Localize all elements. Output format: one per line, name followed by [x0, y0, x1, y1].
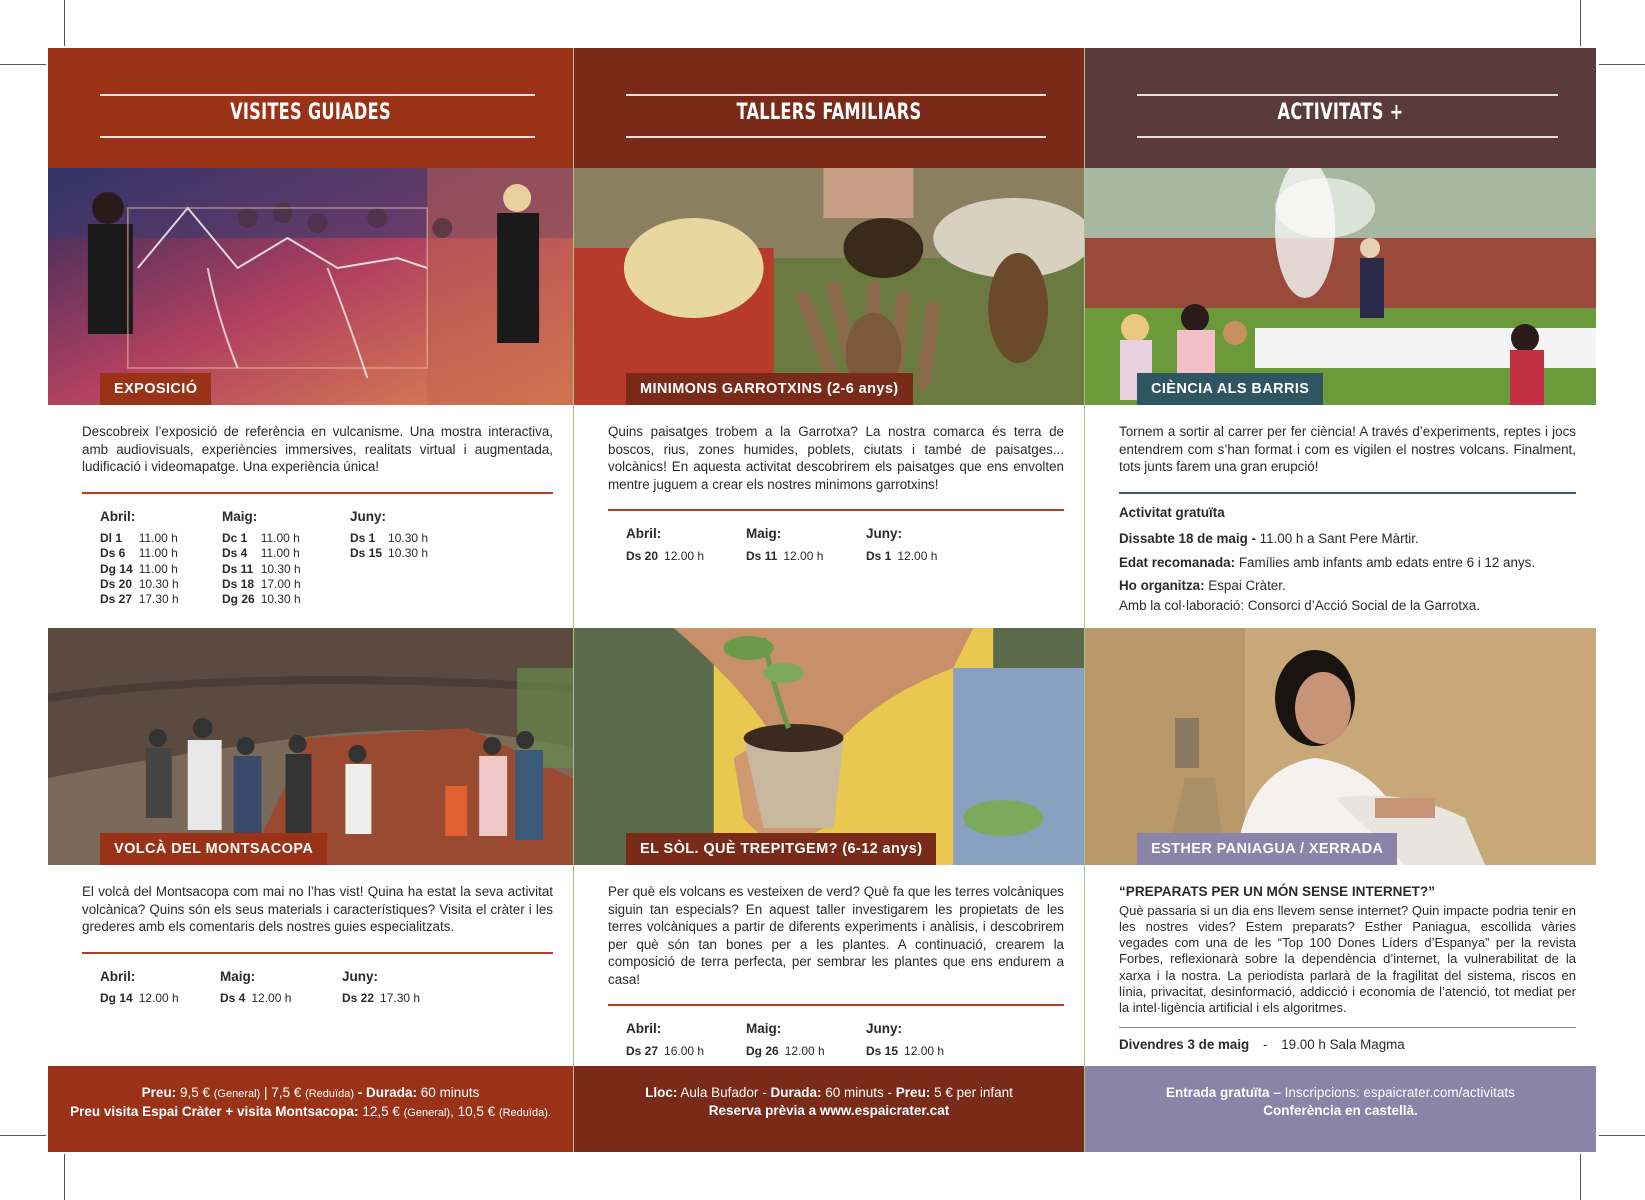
schedule-month	[626, 1020, 746, 1059]
footer-line-1	[48, 1084, 573, 1103]
month-label: Abril:	[100, 968, 136, 984]
schedule-day: Dg 26	[746, 1043, 779, 1058]
schedule-day: Ds 27	[626, 1043, 659, 1058]
schedule-row	[746, 1044, 825, 1059]
section-body	[48, 865, 573, 1006]
footer-line-2	[48, 1103, 573, 1122]
schedule-row	[866, 549, 937, 564]
footer-line-1	[1085, 1084, 1596, 1102]
section-body	[574, 865, 1084, 1059]
section-header	[574, 48, 1084, 168]
organizer-label: Ho organitza:	[1119, 578, 1205, 593]
price-value: 10,5 €	[457, 1104, 496, 1119]
crop-mark	[0, 1135, 46, 1136]
divider	[608, 1004, 1064, 1006]
speaker-portrait	[1085, 628, 1596, 865]
schedule-row	[220, 991, 291, 1006]
divider	[1119, 492, 1576, 494]
schedule-time: 12.00 h	[784, 1043, 825, 1058]
crop-mark	[64, 1154, 65, 1200]
schedule-time: 11.00 h	[260, 546, 300, 561]
description: Quins paisatges trobem a la Garrotxa? La nostra comarca és terra de boscos, rius, zones humides, poblets, ciutats i també de paisatges... volcànics! En aquesta activitat descobrirem els paisatges que ens envolten mentre juguem a crear els nostres minimons garrotxins!	[608, 424, 1064, 492]
schedule-time: 10.30 h	[260, 592, 301, 607]
photo-sol	[574, 628, 1084, 865]
footer-line-2	[574, 1102, 1084, 1120]
month-label: Maig:	[220, 968, 256, 984]
separator: -	[357, 1085, 363, 1100]
price-value: 7,5 €	[271, 1085, 302, 1100]
schedule	[100, 508, 553, 608]
schedule-row	[866, 1044, 944, 1059]
duration-value: 60 minuts	[420, 1085, 480, 1100]
location-label: Lloc:	[645, 1085, 678, 1100]
schedule-row	[222, 546, 301, 561]
planting-photo	[574, 628, 1084, 865]
footer-line-1	[574, 1084, 1084, 1102]
price-label: Preu:	[141, 1085, 177, 1100]
section-title: TALLERS FAMILIARS	[736, 100, 922, 125]
schedule	[626, 1020, 1064, 1059]
schedule-row	[222, 592, 301, 607]
schedule-day: Ds 11	[222, 561, 254, 576]
schedule-row	[626, 1044, 704, 1059]
schedule-day: Dg 26	[222, 592, 255, 607]
free-label	[1119, 504, 1576, 522]
schedule-row	[100, 531, 179, 546]
schedule-day: Dc 1	[222, 531, 248, 545]
photo-exposicio	[48, 168, 573, 405]
schedule-row	[350, 546, 428, 561]
schedule-time: 17.30 h	[138, 592, 179, 607]
schedule-time: 11.00 h	[138, 546, 178, 561]
crop-mark	[64, 0, 65, 46]
schedule-day: Ds 1	[350, 531, 376, 545]
section-body	[1085, 405, 1596, 628]
month-label: Juny:	[866, 1021, 903, 1036]
section-header	[1085, 48, 1596, 168]
description: El volcà del Montsacopa com mai no l’has vist! Quina ha estat la seva activitat volcànica? Quins són els seus materials i característiques? Visita el cràter i les grederes amb els comentaris dels nostres guies especialitzats.	[82, 884, 553, 934]
month-label: Maig:	[746, 526, 782, 541]
price-note: (Reduïda)	[305, 1088, 354, 1100]
talk-title: “PREPARATS PER UN MÓN SENSE INTERNET?”	[1119, 884, 1435, 899]
schedule-day: Ds 20	[626, 548, 659, 563]
divider	[82, 952, 553, 954]
schedule	[626, 525, 1064, 564]
schedule-day: Ds 22	[342, 991, 375, 1005]
when-value: 19.00 h Sala Magma	[1281, 1036, 1405, 1052]
organizer-value: Espai Cràter.	[1208, 578, 1286, 593]
schedule-day: Dl 1	[100, 531, 123, 545]
schedule-time: 17.30 h	[380, 991, 421, 1005]
crop-mark	[1599, 1135, 1645, 1136]
age-value: Famílies amb infants amb edats entre 6 i 12 anys.	[1238, 554, 1536, 570]
talk-when	[1119, 1036, 1576, 1054]
price-note: (General)	[403, 1107, 451, 1119]
schedule-row	[626, 549, 704, 564]
schedule-time: 11.00 h	[260, 531, 300, 545]
month-label: Juny:	[342, 968, 379, 984]
schedule-month	[220, 968, 342, 1007]
duration-label: Durada:	[366, 1085, 418, 1100]
volcano-hike-photo	[48, 628, 573, 865]
month-label: Abril:	[626, 1021, 662, 1036]
month-label: Maig:	[746, 1021, 782, 1036]
schedule-row	[222, 577, 301, 592]
schedule-row	[342, 991, 420, 1006]
schedule-row	[100, 562, 179, 577]
schedule-day: Ds 11	[746, 548, 778, 563]
photo-montsacopa	[48, 628, 573, 865]
month-label: Abril:	[100, 508, 136, 524]
schedule-row	[746, 549, 823, 564]
column-activitats	[1085, 48, 1596, 1152]
section-body	[48, 405, 573, 628]
description: Descobreix l’exposició de referència en vulcanisme. Una mostra interactiva, amb audiovisuals, experiències immersives, realitats virtual i augmentada, ludificació i videomapatge. Una experiència única!	[82, 424, 553, 474]
duration-label: Durada:	[770, 1085, 822, 1100]
description: Tornem a sortir al carrer per fer ciència! A través d’experiments, reptes i jocs entendrem com s’han format i com es vigilen el nostres volcans. Finalment, tots junts farem una gran erupció!	[1119, 424, 1576, 474]
header-rule	[100, 94, 535, 96]
language-note: Conferència en castellà.	[1263, 1103, 1418, 1118]
schedule-day: Dg 14	[100, 991, 133, 1005]
photo-tag: EXPOSICIÓ	[100, 373, 211, 405]
price-label: Preu:	[895, 1085, 931, 1100]
column-visites-guiades	[48, 48, 574, 1152]
age-label: Edat recomanada:	[1119, 554, 1236, 570]
month-label: Abril:	[626, 526, 662, 541]
section-title: VISITES GUIADES	[230, 100, 391, 125]
price-footer	[1085, 1066, 1596, 1152]
schedule-time: 10.30 h	[260, 561, 301, 576]
price-footer	[48, 1066, 573, 1152]
photo-esther	[1085, 628, 1596, 865]
separator: -	[762, 1085, 767, 1100]
month-label: Juny:	[350, 508, 387, 524]
exhibition-photo	[48, 168, 573, 405]
schedule-time: 12.00 h	[664, 548, 705, 563]
price-note: (General)	[213, 1088, 261, 1100]
schedule-time: 10.30 h	[388, 531, 429, 545]
section-title: ACTIVITATS +	[1277, 100, 1404, 125]
when-label: Divendres 3 de maig	[1119, 1036, 1250, 1052]
header-rule	[626, 94, 1046, 96]
schedule-row	[100, 546, 179, 561]
schedule-time: 16.00 h	[664, 1043, 705, 1058]
price-note: (Reduïda).	[498, 1107, 551, 1119]
location-value: Aula Bufador	[680, 1085, 759, 1100]
photo-tag: MINIMONS GARROTXINS (2-6 anys)	[626, 373, 913, 405]
event-collab: Amb la col·laboració: Consorci d’Acció Social de la Garrotxa.	[1119, 597, 1480, 613]
column-tallers-familiars	[574, 48, 1085, 1152]
price-value: 12,5 €	[362, 1104, 400, 1119]
section-body	[1085, 865, 1596, 1053]
header-rule	[1137, 136, 1558, 138]
schedule-month	[100, 508, 222, 608]
free-text: Activitat gratuïta	[1119, 504, 1225, 520]
schedule-time: 10.30 h	[138, 576, 179, 591]
crop-mark	[1580, 0, 1581, 46]
schedule-day: Ds 4	[220, 991, 246, 1005]
section-body	[574, 405, 1084, 628]
header-rule	[100, 136, 535, 138]
price-footer	[574, 1066, 1084, 1152]
schedule-month	[222, 508, 350, 608]
event-organizer	[1119, 577, 1576, 595]
schedule-month	[746, 1020, 866, 1059]
price-value: 9,5 €	[179, 1085, 210, 1100]
schedule-time: 11.00 h	[138, 531, 178, 545]
schedule-time: 12.00 h	[897, 548, 938, 563]
crop-mark	[0, 64, 46, 65]
schedule-day: Ds 4	[222, 546, 248, 561]
schedule-time: 12.00 h	[783, 548, 824, 563]
schedule-time: 12.00 h	[904, 1043, 945, 1058]
schedule-row	[350, 531, 428, 546]
photo-tag: CIÈNCIA ALS BARRIS	[1137, 373, 1323, 405]
schedule-row	[100, 592, 179, 607]
section-header	[48, 48, 573, 168]
crop-mark	[1580, 1154, 1581, 1200]
header-rule	[1137, 94, 1558, 96]
event-age	[1119, 554, 1576, 572]
photo-tag: EL SÒL. QUÈ TREPITGEM? (6-12 anys)	[626, 833, 936, 865]
schedule-row	[100, 991, 179, 1006]
schedule-time: 17.00 h	[260, 576, 301, 591]
schedule-row	[100, 577, 179, 592]
schedule-day: Ds 15	[866, 1043, 899, 1058]
separator: -	[1262, 1036, 1268, 1052]
schedule-row	[222, 562, 301, 577]
date-value: 11.00 h a Sant Pere Màrtir.	[1259, 531, 1419, 546]
schedule-month	[342, 968, 462, 1007]
header-rule	[626, 136, 1046, 138]
schedule-month	[866, 525, 986, 564]
schedule-time: 10.30 h	[388, 546, 429, 561]
description: Què passaria si un dia ens llevem sense internet? Quin impacte podria tenir en les nostres vides? Estem preparats? Esther Paniagua, escollida vàries vegades com una de les “Top 100 Dones Líders d’Espanya” per la revista Forbes, reflexionarà sobre la dependència d’internet, la vulnerabilitat de la xarxa i la nostra. La periodista parlarà de la fragilitat del sistema, riscos en línia, privacitat, desinformació, addicció i economia de l’atenció, tot mediat per la intel·ligència artificial i els algoritmes.	[1119, 902, 1576, 1016]
schedule-month	[866, 1020, 986, 1059]
combo-price-label: Preu visita Espai Cràter + visita Montsacopa:	[70, 1104, 359, 1119]
photo-tag: VOLCÀ DEL MONTSACOPA	[100, 833, 327, 865]
schedule-month	[350, 508, 470, 608]
craft-table-photo	[574, 168, 1084, 405]
schedule-time: 12.00 h	[138, 991, 179, 1005]
event-info	[1119, 504, 1576, 615]
schedule-day: Ds 20	[100, 576, 133, 591]
separator: |	[263, 1085, 268, 1100]
schedule-day: Dg 14	[100, 561, 133, 576]
street-science-photo	[1085, 168, 1596, 405]
schedule-row	[222, 531, 301, 546]
booking-info: Reserva prèvia a www.espaicrater.cat	[708, 1103, 950, 1118]
photo-ciencia	[1085, 168, 1596, 405]
schedule-day: Ds 15	[350, 546, 383, 561]
photo-tag: ESTHER PANIAGUA / XERRADA	[1137, 833, 1397, 865]
crop-mark	[1599, 64, 1645, 65]
brochure-sheet	[48, 48, 1596, 1152]
registration-info: Inscripcions: espaicrater.com/activitats	[1284, 1085, 1515, 1100]
footer-line-2	[1085, 1102, 1596, 1120]
photo-minimons	[574, 168, 1084, 405]
schedule-day: Ds 27	[100, 592, 133, 607]
schedule-month	[626, 525, 746, 564]
date-label: Dissabte 18 de maig -	[1119, 531, 1256, 546]
schedule	[100, 968, 553, 1007]
duration-value: 60 minuts	[825, 1085, 884, 1100]
separator: -	[887, 1085, 893, 1100]
schedule-time: 12.00 h	[251, 991, 292, 1005]
price-value: 5 € per infant	[934, 1085, 1013, 1100]
schedule-month	[746, 525, 866, 564]
schedule-day: Ds 1	[866, 548, 892, 563]
month-label: Juny:	[866, 526, 903, 541]
schedule-day: Ds 18	[222, 576, 255, 591]
schedule-month	[100, 968, 220, 1007]
schedule-time: 11.00 h	[138, 561, 178, 576]
description: Per què els volcans es vesteixen de verd? Què fa que les terres volcàniques siguin tan especials? En aquest taller investigarem les propietats de les terres volcàniques a partir de diferents experiments i anàlisis, i descobrirem per què són tan bones per a les plantes. A continuació, crearem la composició de terra perfecta, per sembrar les plantes que ens endurem a casa!	[608, 884, 1064, 987]
event-date	[1119, 530, 1576, 548]
schedule-day: Ds 6	[100, 546, 126, 561]
month-label: Maig:	[222, 508, 258, 524]
divider	[1119, 1027, 1576, 1028]
divider	[82, 492, 553, 494]
separator: ,	[450, 1104, 454, 1119]
free-entry-label: Entrada gratuïta –	[1166, 1085, 1281, 1100]
divider	[608, 509, 1064, 511]
